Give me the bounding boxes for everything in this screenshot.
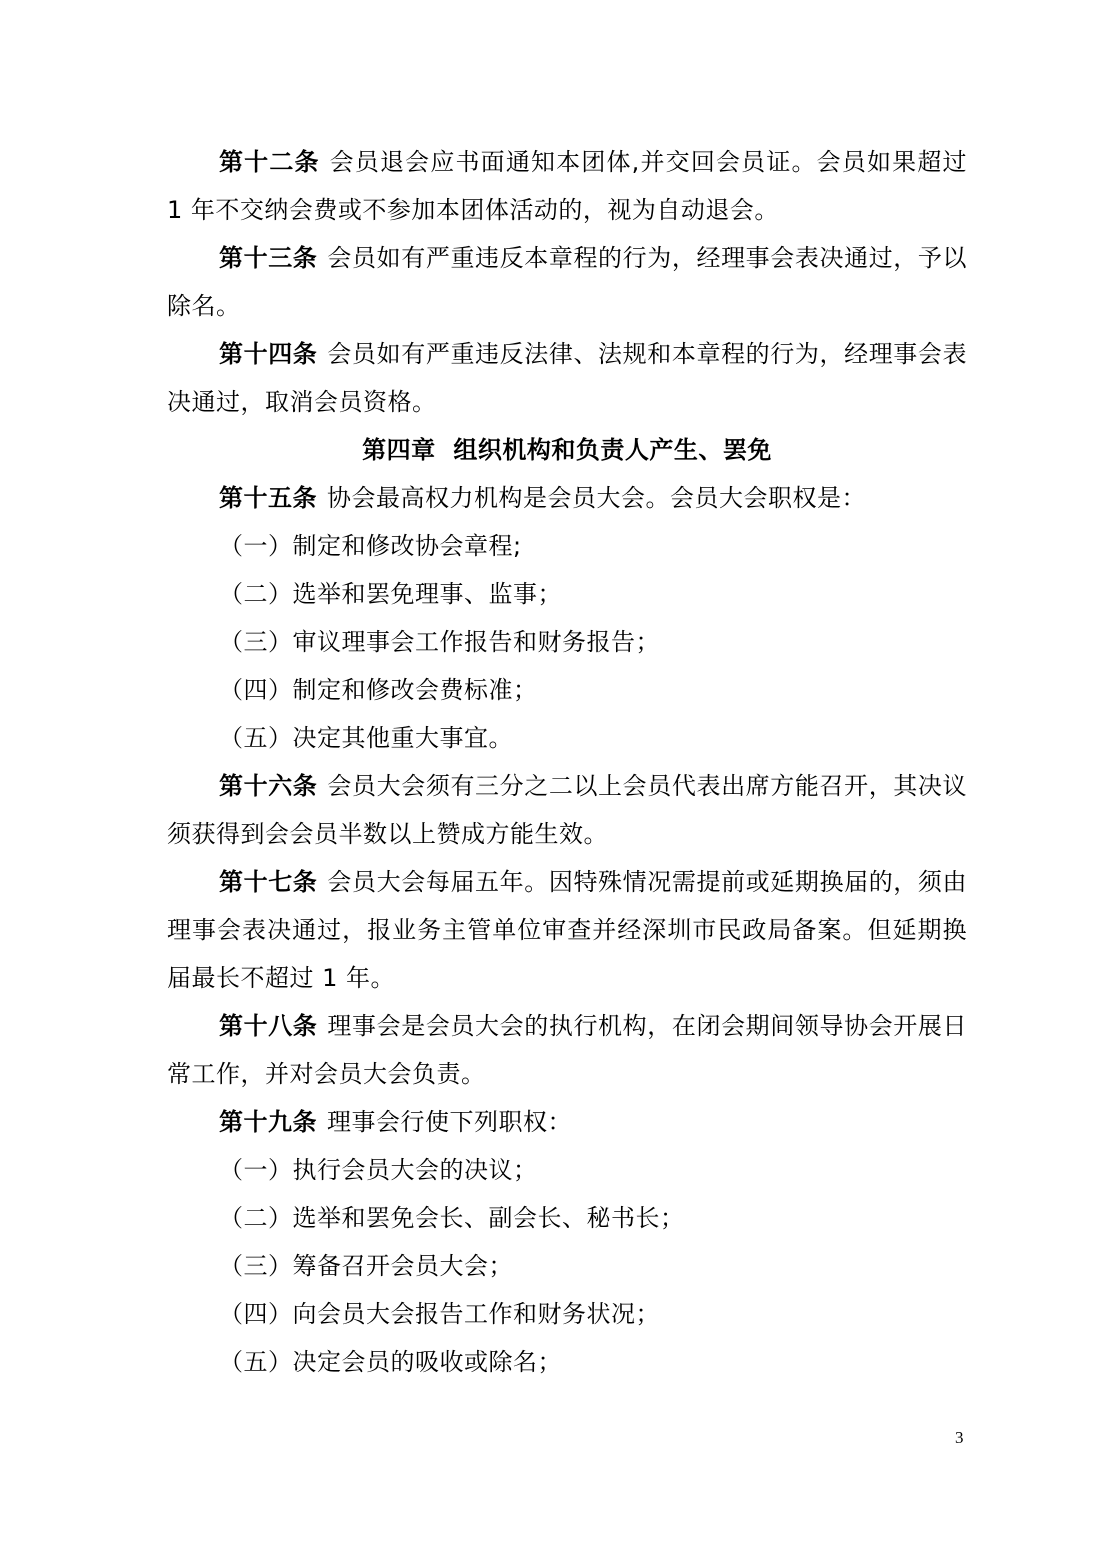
article-text: 会员大会须有三分之二以上会员代表出席方能召开，其决议须获得到会会员半数以上赞成方能生效。	[167, 772, 968, 848]
article-text: 会员退会应书面通知本团体,并交回会员证。会员如果超过 1 年不交纳会费或不参加本团体活动的，视为自动退会。	[167, 148, 967, 224]
article-heading: 第十六条	[219, 772, 318, 800]
list-item: （四）制定和修改会费标准；	[219, 676, 538, 704]
list-item: （五）决定会员的吸收或除名；	[219, 1348, 562, 1376]
chapter-heading: 第四章 组织机构和负责人产生、罢免	[362, 436, 772, 464]
page-number: 3	[955, 1428, 964, 1447]
article-heading: 第十九条	[219, 1108, 317, 1136]
list-item: （一）执行会员大会的决议；	[219, 1156, 538, 1184]
article-18	[167, 1002, 967, 1098]
article-heading: 第十五条	[219, 484, 317, 512]
article-text: 会员如有严重违反本章程的行为，经理事会表决通过，予以除名。	[167, 244, 968, 320]
list-item: （一）制定和修改协会章程;	[219, 532, 522, 560]
article-heading: 第十二条	[219, 148, 320, 176]
list-item: （四）向会员大会报告工作和财务状况；	[219, 1300, 660, 1328]
article-heading: 第十八条	[219, 1012, 318, 1040]
article-heading: 第十七条	[219, 868, 318, 896]
article-heading: 第十四条	[219, 340, 318, 368]
article-text: 理事会是会员大会的执行机构，在闭会期间领导协会开展日常工作，并对会员大会负责。	[167, 1012, 968, 1088]
list-item: （五）决定其他重大事宜。	[219, 724, 513, 752]
list-item: （三）审议理事会工作报告和财务报告；	[219, 628, 660, 656]
article-17	[167, 858, 967, 1002]
article-text: 协会最高权力机构是会员大会。会员大会职权是：	[327, 484, 866, 512]
article-heading: 第十三条	[219, 244, 318, 272]
list-item: （三）筹备召开会员大会；	[219, 1252, 513, 1280]
article-text: 会员如有严重违反法律、法规和本章程的行为，经理事会表决通过，取消会员资格。	[167, 340, 968, 416]
list-item: （二）选举和罢免会长、副会长、秘书长；	[219, 1204, 685, 1232]
article-text: 会员大会每届五年。因特殊情况需提前或延期换届的，须由理事会表决通过，报业务主管单位审查并经深圳市民政局备案。但延期换届最长不超过 1 年。	[167, 868, 968, 992]
document-body	[167, 138, 967, 1386]
article-19	[167, 1098, 967, 1146]
article-15	[167, 474, 967, 522]
article-14	[167, 330, 967, 426]
list-item: （二）选举和罢免理事、监事；	[219, 580, 562, 608]
article-text: 理事会行使下列职权：	[327, 1108, 572, 1136]
article-13	[167, 234, 967, 330]
article-12	[167, 138, 967, 234]
article-16	[167, 762, 967, 858]
